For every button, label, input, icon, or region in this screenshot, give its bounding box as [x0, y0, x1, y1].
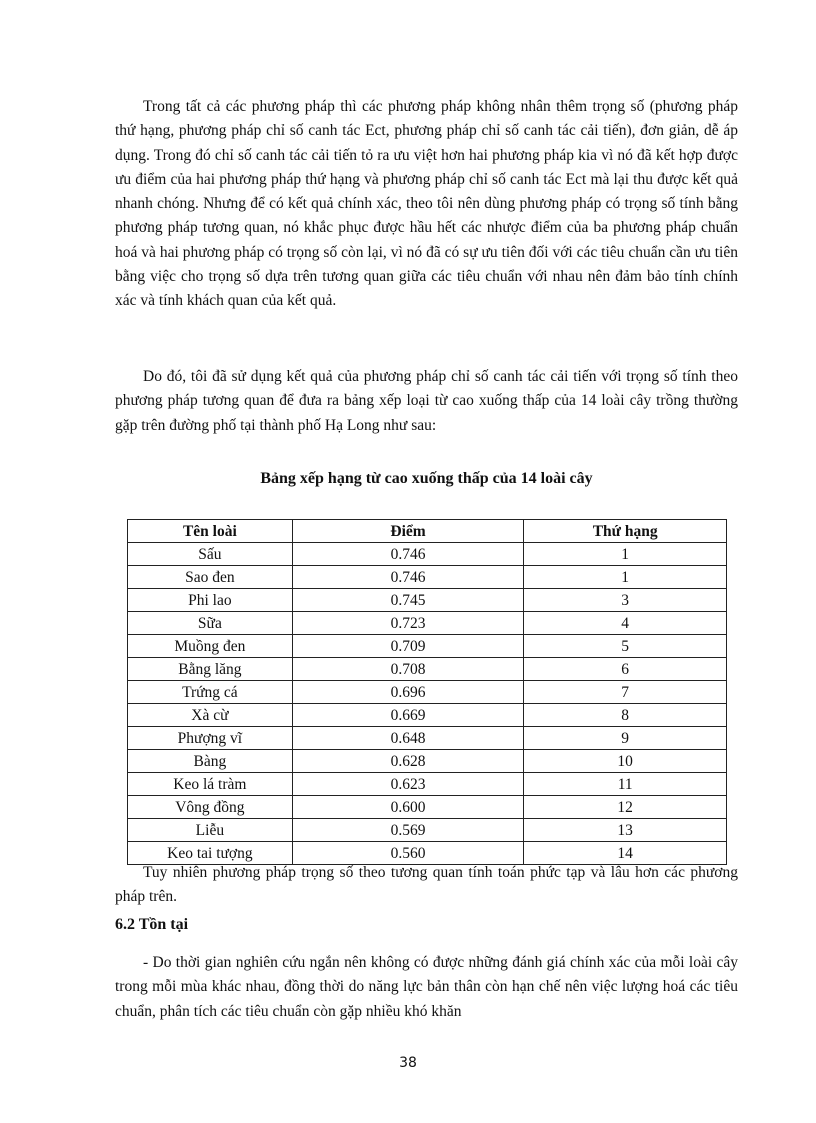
cell-rank: 11	[524, 773, 727, 796]
cell-species: Vông đồng	[128, 796, 293, 819]
paragraph-comparison: Trong tất cả các phương pháp thì các phương pháp không nhân thêm trọng số (phương pháp thứ hạng, phương pháp chỉ số canh tác Ect, phương pháp chỉ số canh tác cải tiến), đơn giản, dễ áp dụng. Trong đó chỉ số canh tác cải tiến tỏ ra ưu việt hơn hai phương pháp kia vì nó đã kết hợp được ưu điểm của hai phương pháp thứ hạng và phương pháp chỉ số canh tác Ect mà lại thu được kết quả nhanh chóng. Nhưng để có kết quả chính xác, theo tôi nên dùng phương pháp có trọng số tính bằng phương pháp tương quan, nó khắc phục được hầu hết các nhược điểm của ba phương pháp chuẩn hoá và hai phương pháp có trọng số còn lại, vì nó đã có sự ưu tiên đối với các tiêu chuẩn cần ưu tiên bằng việc cho trọng số dựa trên tương quan giữa các tiêu chuẩn với nhau nên đảm bảo tính chính xác và tính khách quan của kết quả.	[115, 98, 738, 310]
table-row	[128, 543, 727, 566]
table-header-row	[128, 520, 727, 543]
cell-species: Bàng	[128, 750, 293, 773]
cell-rank: 4	[524, 612, 727, 635]
cell-rank: 7	[524, 681, 727, 704]
cell-score: 0.745	[292, 589, 524, 612]
cell-species: Sữa	[128, 612, 293, 635]
table-row	[128, 589, 727, 612]
cell-species: Sấu	[128, 543, 293, 566]
cell-rank: 1	[524, 566, 727, 589]
table-row	[128, 727, 727, 750]
cell-score: 0.696	[292, 681, 524, 704]
cell-species: Xà cừ	[128, 704, 293, 727]
cell-score: 0.723	[292, 612, 524, 635]
cell-score: 0.708	[292, 658, 524, 681]
table-row	[128, 658, 727, 681]
cell-rank: 13	[524, 819, 727, 842]
cell-score: 0.709	[292, 635, 524, 658]
cell-species: Keo tai tượng	[128, 842, 293, 865]
cell-species: Keo lá tràm	[128, 773, 293, 796]
cell-species: Muồng đen	[128, 635, 293, 658]
cell-rank: 6	[524, 658, 727, 681]
cell-score: 0.623	[292, 773, 524, 796]
cell-score: 0.560	[292, 842, 524, 865]
table-row	[128, 566, 727, 589]
cell-score: 0.746	[292, 566, 524, 589]
cell-species: Sao đen	[128, 566, 293, 589]
cell-score: 0.746	[292, 543, 524, 566]
table-row	[128, 819, 727, 842]
cell-rank: 5	[524, 635, 727, 658]
table-row	[128, 704, 727, 727]
table-row	[128, 635, 727, 658]
ranking-table	[127, 519, 727, 865]
table-row	[128, 681, 727, 704]
table-body	[128, 543, 727, 865]
cell-rank: 3	[524, 589, 727, 612]
section-heading: 6.2 Tồn tại	[115, 916, 189, 933]
table-row	[128, 750, 727, 773]
cell-rank: 14	[524, 842, 727, 865]
cell-rank: 8	[524, 704, 727, 727]
table-row	[128, 773, 727, 796]
header-species: Tên loài	[128, 520, 293, 543]
cell-species: Trứng cá	[128, 681, 293, 704]
cell-rank: 9	[524, 727, 727, 750]
cell-score: 0.669	[292, 704, 524, 727]
table-row	[128, 796, 727, 819]
cell-species: Liễu	[128, 819, 293, 842]
table-title: Bảng xếp hạng từ cao xuống thấp của 14 loài cây	[260, 470, 593, 487]
paragraph-ranking-intro: Do đó, tôi đã sử dụng kết quả của phương pháp chỉ số canh tác cải tiến với trọng số tính theo phương pháp tương quan để đưa ra bảng xếp loại từ cao xuống thấp của 14 loài cây trồng thường gặp trên đường phố tại thành phố Hạ Long như sau:	[115, 368, 738, 434]
table-row	[128, 612, 727, 635]
cell-score: 0.600	[292, 796, 524, 819]
cell-species: Bằng lăng	[128, 658, 293, 681]
cell-score: 0.569	[292, 819, 524, 842]
cell-species: Phượng vĩ	[128, 727, 293, 750]
cell-score: 0.628	[292, 750, 524, 773]
paragraph-limitations: - Do thời gian nghiên cứu ngắn nên không có được những đánh giá chính xác của mỗi loài cây trong mỗi mùa khác nhau, đồng thời do năng lực bản thân còn hạn chế nên việc lượng hoá các tiêu chuẩn, phân tích các tiêu chuẩn còn gặp nhiều khó khăn	[115, 954, 738, 1020]
cell-rank: 10	[524, 750, 727, 773]
page-number: 38	[399, 1055, 417, 1071]
header-score: Điểm	[292, 520, 524, 543]
cell-rank: 1	[524, 543, 727, 566]
paragraph-note: Tuy nhiên phương pháp trọng số theo tương quan tính toán phức tạp và lâu hơn các phương pháp trên.	[115, 864, 738, 906]
cell-rank: 12	[524, 796, 727, 819]
cell-score: 0.648	[292, 727, 524, 750]
cell-species: Phi lao	[128, 589, 293, 612]
header-rank: Thứ hạng	[524, 520, 727, 543]
